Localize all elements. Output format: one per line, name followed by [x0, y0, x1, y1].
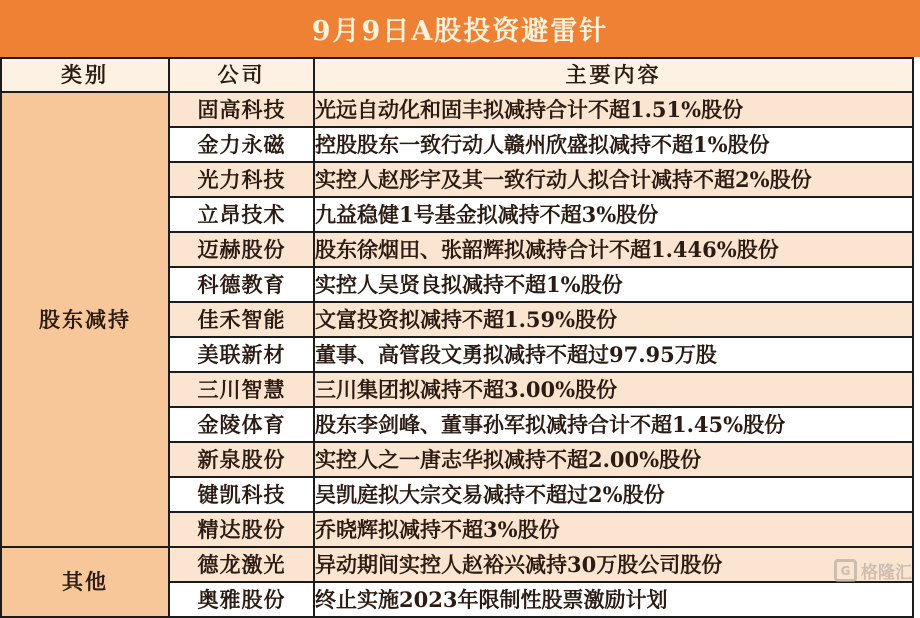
company-cell: 金陵体育 [169, 407, 314, 442]
page-title: 9月9日A股投资避雷针 [311, 16, 609, 47]
content-cell: 九益稳健1号基金拟减持不超3%股份 [314, 197, 913, 232]
content-cell: 异动期间实控人赵裕兴减持30万股公司股份 [314, 547, 913, 582]
company-cell: 迈赫股份 [169, 232, 314, 267]
company-cell: 三川智慧 [169, 372, 314, 407]
content-cell: 实控人赵彤宇及其一致行动人拟合计减持不超2%股份 [314, 162, 913, 197]
table-row [1, 547, 913, 582]
category-cell: 股东减持 [1, 92, 169, 547]
company-cell: 佳禾智能 [169, 302, 314, 337]
content-cell: 董事、高管段文勇拟减持不超过97.95万股 [314, 337, 913, 372]
watermark-label: 格隆汇 [861, 563, 912, 583]
company-cell: 金力永磁 [169, 127, 314, 162]
column-header-category: 类别 [1, 58, 169, 92]
company-cell: 奥雅股份 [169, 582, 314, 617]
content-cell: 股东徐烟田、张韶辉拟减持合计不超1.446%股份 [314, 232, 913, 267]
content-cell: 乔晓辉拟减持不超3%股份 [314, 512, 913, 547]
column-header-company: 公司 [169, 58, 314, 92]
company-cell: 精达股份 [169, 512, 314, 547]
title-bar [0, 0, 920, 57]
category-cell: 其他 [1, 547, 169, 617]
company-cell: 新泉股份 [169, 442, 314, 477]
company-cell: 光力科技 [169, 162, 314, 197]
column-header-content: 主要内容 [314, 58, 913, 92]
content-cell: 文富投资拟减持不超1.59%股份 [314, 302, 913, 337]
company-cell: 立昂技术 [169, 197, 314, 232]
company-cell: 键凯科技 [169, 477, 314, 512]
content-cell: 实控人吴贤良拟减持不超1%股份 [314, 267, 913, 302]
table-header-row [1, 58, 913, 92]
content-cell: 控股股东一致行动人赣州欣盛拟减持不超1%股份 [314, 127, 913, 162]
content-cell: 光远自动化和固丰拟减持合计不超1.51%股份 [314, 92, 913, 127]
content-cell: 吴凯庭拟大宗交易减持不超过2%股份 [314, 477, 913, 512]
table-body [1, 92, 913, 617]
company-cell: 科德教育 [169, 267, 314, 302]
table-row [1, 92, 913, 127]
company-cell: 德龙激光 [169, 547, 314, 582]
content-cell: 终止实施2023年限制性股票激励计划 [314, 582, 913, 617]
content-cell: 实控人之一唐志华拟减持不超2.00%股份 [314, 442, 913, 477]
company-cell: 美联新材 [169, 337, 314, 372]
content-cell: 三川集团拟减持不超3.00%股份 [314, 372, 913, 407]
company-cell: 固高科技 [169, 92, 314, 127]
content-cell: 股东李剑峰、董事孙军拟减持合计不超1.45%股份 [314, 407, 913, 442]
gelonghui-logo-icon: G [834, 559, 857, 582]
avoid-mines-table [0, 57, 914, 618]
